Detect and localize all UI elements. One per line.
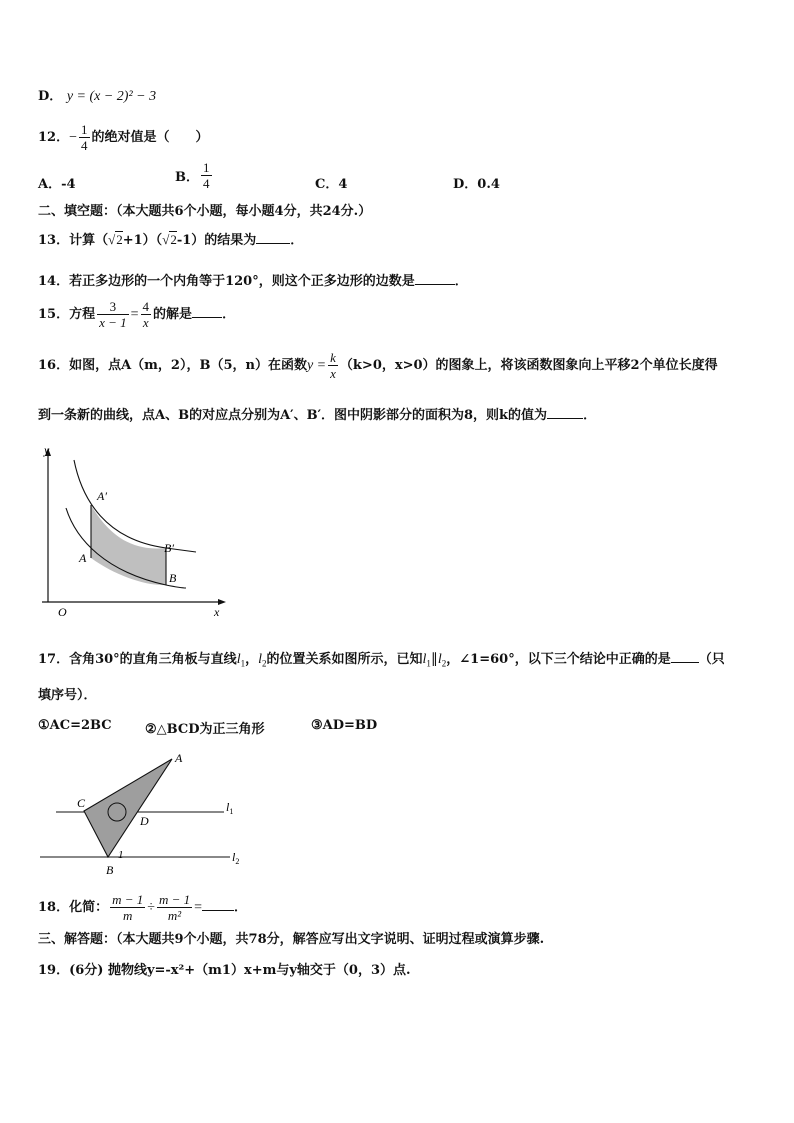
q15-fraction-1-num: 3 bbox=[97, 299, 129, 315]
q17-l1-b: l bbox=[422, 652, 427, 667]
q17-l1-sub: 1 bbox=[240, 658, 246, 669]
section2-title: 二、填空题：（本大题共6个小题，每小题4分，共24分.） bbox=[38, 204, 372, 219]
q15-fraction-2 bbox=[141, 299, 152, 330]
q16-b-prime-label: B′ bbox=[164, 541, 174, 555]
q16-func-num: k bbox=[330, 350, 336, 365]
q13-answer-blank[interactable] bbox=[256, 231, 290, 244]
q15-fraction-2-num: 4 bbox=[142, 299, 150, 314]
q15-suffix: ． bbox=[222, 307, 236, 322]
q15-mid: 的解是 bbox=[153, 307, 193, 322]
q18 bbox=[38, 888, 247, 928]
q17-label-c: C bbox=[77, 796, 86, 810]
q13-sqrt-1: √2 bbox=[108, 232, 123, 247]
q15 bbox=[38, 296, 235, 334]
q15-prefix: 15．方程 bbox=[38, 307, 96, 322]
q16-line1 bbox=[38, 346, 718, 386]
q17-l1: l bbox=[236, 652, 241, 667]
q11-option-d-label: D． bbox=[38, 89, 63, 104]
q17-l2-b: l bbox=[437, 652, 442, 667]
q11-option-d bbox=[38, 88, 156, 106]
q12-option-b-fraction bbox=[201, 160, 212, 191]
q12-option-b-den: 4 bbox=[203, 176, 210, 191]
q16-func-y: y = bbox=[306, 358, 327, 373]
q17-choice-1: ①AC=2BC bbox=[38, 718, 112, 733]
q15-fraction-2-den: x bbox=[142, 315, 149, 330]
q14-text: 14．若正多边形的一个内角等于120°，则这个正多边形的边数是 bbox=[38, 274, 415, 289]
q18-suffix: ． bbox=[234, 900, 248, 915]
q12-neg-sign: − bbox=[69, 130, 77, 145]
q16-origin-label: O bbox=[58, 605, 67, 619]
q17-answer-blank[interactable] bbox=[671, 650, 699, 663]
q12-option-b bbox=[175, 160, 214, 191]
q17-choice-2: ②△BCD为正三角形 bbox=[145, 722, 265, 737]
q12-option-c-value: 4 bbox=[338, 177, 348, 192]
q17-figure bbox=[36, 745, 256, 880]
q12-option-b-num: 1 bbox=[203, 160, 210, 175]
q12-option-c bbox=[315, 173, 347, 192]
q11-option-d-expr: y = (x − 2)² − 3 bbox=[66, 89, 157, 104]
q18-fraction-1-den: m bbox=[122, 908, 133, 923]
q16-a-label: A bbox=[79, 551, 87, 565]
q18-fraction-1-num: m − 1 bbox=[112, 892, 144, 907]
q17-triangle bbox=[84, 759, 172, 857]
q13-part2: -1）的结果为 bbox=[176, 233, 257, 248]
q17-choice-3: ③AD=BD bbox=[311, 718, 378, 733]
q15-equals: = bbox=[130, 307, 139, 322]
q15-answer-blank[interactable] bbox=[192, 305, 222, 318]
section3-title: 三、解答题：（本大题共9个小题，共78分，解答应写出文字说明、证明过程或演算步骤. bbox=[38, 932, 545, 947]
q13-radicand-1: 2 bbox=[116, 232, 123, 247]
q16-x-label: x bbox=[214, 605, 220, 619]
q16-figure bbox=[36, 440, 236, 620]
q18-fraction-1 bbox=[110, 892, 145, 923]
q12-option-c-label: C． bbox=[315, 177, 339, 192]
q16-line2-suffix: ． bbox=[583, 408, 597, 423]
q16-func-fraction bbox=[328, 350, 338, 381]
q16-y-label: y bbox=[44, 443, 50, 457]
q17-l1-b-sub: 1 bbox=[426, 658, 431, 669]
q17-label-d: D bbox=[140, 814, 149, 828]
q16-line2 bbox=[38, 406, 596, 425]
q16-b-label: B bbox=[169, 571, 177, 585]
q17-label-l2: $l_2$ bbox=[232, 850, 240, 866]
q18-answer-blank[interactable] bbox=[202, 898, 234, 911]
q16-line1-prefix: 16．如图，点A（m，2），B（5，n）在函数 bbox=[38, 358, 307, 373]
q12-option-a-value: -4 bbox=[61, 177, 76, 192]
q14-suffix: ． bbox=[454, 274, 468, 289]
q13 bbox=[38, 231, 303, 250]
q13-sqrt-2: √2 bbox=[162, 232, 177, 247]
q18-divide-sign: ÷ bbox=[147, 900, 155, 915]
q13-radicand-2: 2 bbox=[170, 232, 177, 247]
q19: 19．(6分) 抛物线y=-x²+（m1）x+m与y轴交于（0，3）点. bbox=[38, 963, 411, 978]
q12-stem-text: 的绝对值是（ ） bbox=[91, 130, 209, 145]
q18-fraction-2-den: m² bbox=[167, 908, 182, 923]
q15-fraction-1-den: x − 1 bbox=[99, 315, 127, 330]
q12-stem bbox=[38, 121, 209, 155]
q16-line2-text: 到一条新的曲线，点A、B的对应点分别为A′、B′．图中阴影部分的面积为8，则k的值为 bbox=[38, 408, 548, 423]
q12-number: 12． bbox=[38, 130, 70, 145]
q16-line1-suffix: （k>0，x>0）的图象上，将该函数图象向上平移2个单位长度得 bbox=[339, 358, 718, 373]
q12-option-a bbox=[38, 173, 76, 192]
q18-fraction-2-num: m − 1 bbox=[158, 892, 191, 907]
q16-a-prime-label: A′ bbox=[97, 489, 107, 503]
q17-l2-b-sub: 2 bbox=[441, 658, 447, 669]
q17-comma: ， bbox=[245, 652, 259, 667]
q18-equals: = bbox=[194, 900, 203, 915]
q18-fraction-2 bbox=[157, 892, 192, 923]
q17-line1 bbox=[38, 650, 725, 673]
q17-parallel-sign: ∥ bbox=[430, 652, 438, 667]
q14 bbox=[38, 272, 468, 291]
q17-line1-prefix: 17．含角30°的直角三角板与直线 bbox=[38, 652, 237, 667]
q12-option-d-label: D． bbox=[453, 177, 478, 192]
q12-fraction-num: 1 bbox=[81, 122, 88, 137]
q17-line1-mid: 的位置关系如图所示，已知 bbox=[266, 652, 423, 667]
q17-label-a: A bbox=[175, 751, 183, 765]
q12-option-d bbox=[453, 173, 500, 192]
q17-label-l1: $l_1$ bbox=[226, 800, 234, 816]
q16-func-den: x bbox=[330, 366, 336, 381]
q17-l2: l bbox=[258, 652, 262, 667]
q13-prefix: 13．计算（ bbox=[38, 233, 109, 248]
q15-fraction-1 bbox=[97, 299, 129, 330]
q17-angle-1: 1 bbox=[118, 849, 124, 861]
q18-prefix: 18．化简： bbox=[38, 900, 109, 915]
q16-answer-blank[interactable] bbox=[547, 406, 583, 419]
q17-line2: 填序号）． bbox=[38, 688, 97, 703]
q17-line1-mid2: ，∠1=60°，以下三个结论中正确的是 bbox=[446, 652, 671, 667]
q12-option-d-value: 0.4 bbox=[477, 177, 500, 192]
q12-fraction-den: 4 bbox=[81, 138, 88, 153]
q12-fraction bbox=[79, 122, 90, 153]
q17-line1-suffix: （只 bbox=[698, 652, 725, 667]
q13-part1: +1）（ bbox=[122, 233, 163, 248]
q17-l2-sub: 2 bbox=[261, 658, 267, 669]
q12-option-a-label: A． bbox=[38, 177, 62, 192]
q17-label-b: B bbox=[106, 863, 114, 877]
q14-answer-blank[interactable] bbox=[415, 272, 455, 285]
q12-option-b-label: B． bbox=[175, 170, 199, 185]
q13-suffix: ． bbox=[290, 233, 304, 248]
